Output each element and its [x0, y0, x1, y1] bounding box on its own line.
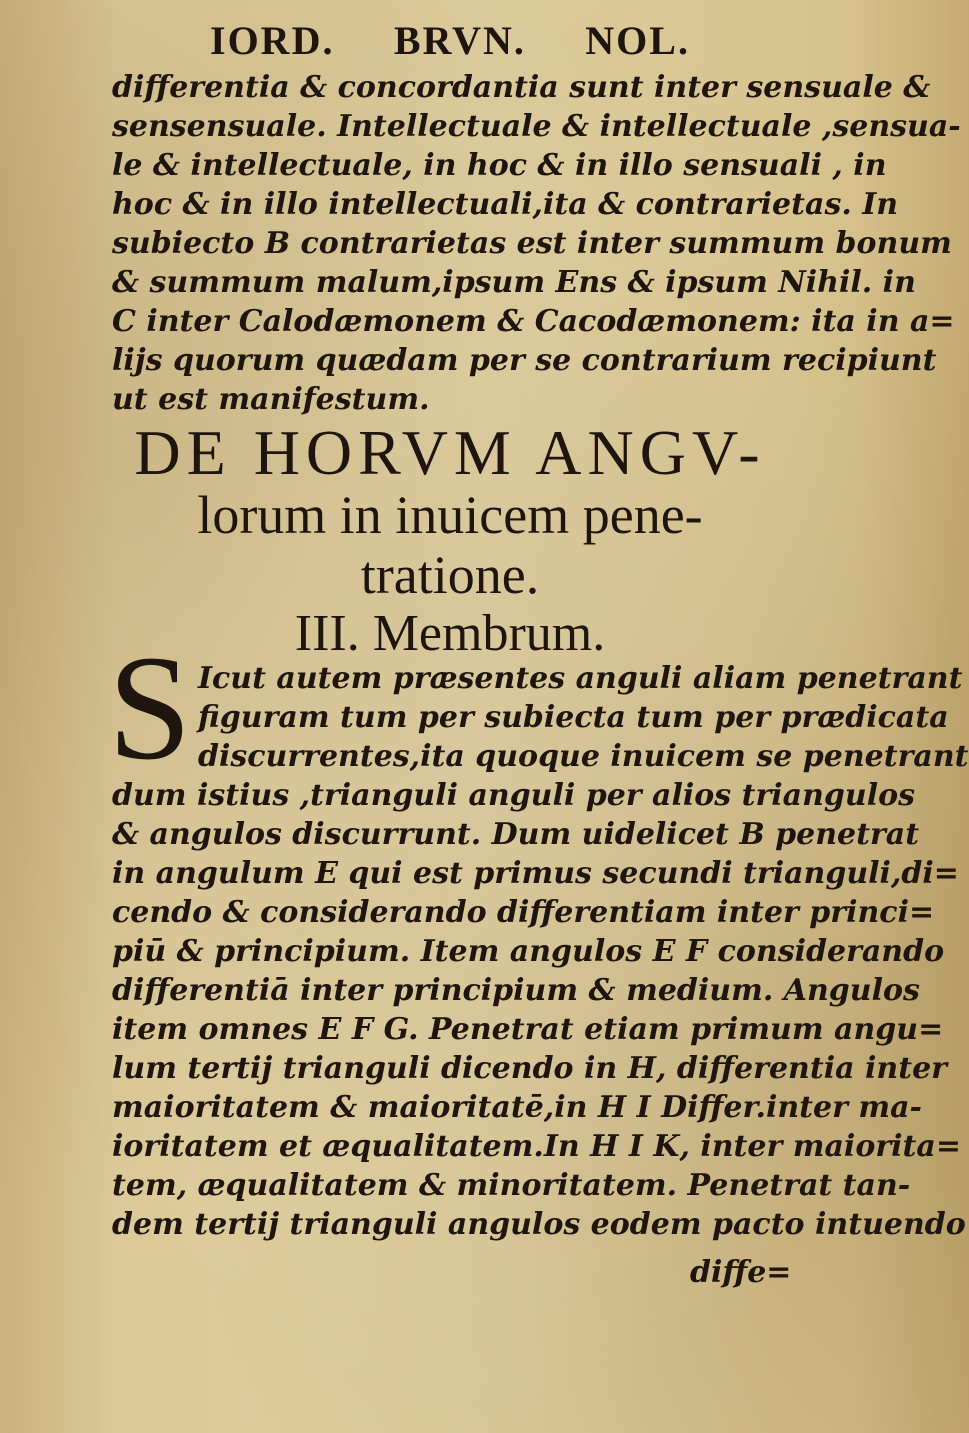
text-line: differentiā inter principium & medium. Angulos [112, 973, 920, 1008]
text-line: & summum malum,ipsum Ens & ipsum Nihil. in [112, 265, 916, 300]
header-nol: NOL. [585, 17, 690, 63]
text-line: item omnes E F G. Penetrat etiam primum angu= [112, 1012, 944, 1047]
member-heading: III. Membrum. [294, 605, 606, 662]
text-line: figuram tum per subiecta tum per prædicata [198, 700, 949, 735]
section-heading-line-1: DE HORVM ANGV- [134, 417, 766, 488]
paragraph-2 [112, 776, 966, 1244]
header-brvn: BRVN. [393, 17, 526, 63]
text-line: tem, æqualitatem & minoritatem. Penetrat tan- [112, 1168, 911, 1203]
text-line: discurrentes,ita quoque inuicem se penetrant [198, 739, 969, 774]
drop-cap: S [108, 625, 192, 791]
paragraph-1 [112, 68, 961, 419]
text-line: lijs quorum quædam per se contrarium recipiunt [112, 343, 937, 378]
text-line: cendo & considerando differentiam inter princi= [112, 895, 935, 930]
text-line: in angulum E qui est primus secundi trianguli,di= [112, 856, 959, 891]
catchword: diffe= [690, 1255, 792, 1290]
text-line: ioritatem et æqualitatem.In H I K, inter maiorita= [112, 1129, 961, 1164]
text-line: maioritatem & maioritatē,in H I Differ.inter ma- [112, 1090, 922, 1125]
text-line: sensensuale. Intellectuale & intellectuale ,sensua- [112, 109, 961, 144]
text-line: subiecto B contrarietas est inter summum bonum [112, 226, 952, 261]
text-line: ut est manifestum. [112, 382, 430, 417]
text-line: dum istius ,trianguli anguli per alios triangulos [112, 778, 915, 813]
text-line: Icut autem præsentes anguli aliam penetrant [198, 661, 963, 696]
section-heading-line-3: tratione. [360, 545, 540, 605]
running-header [210, 16, 690, 64]
text-line: dem tertij trianguli angulos eodem pacto intuendo [112, 1207, 966, 1242]
text-line: lum tertij trianguli dicendo in H, differentia inter [112, 1051, 947, 1086]
section-heading-line-2: lorum in inuicem pene- [197, 485, 703, 545]
header-iord: IORD. [210, 17, 335, 63]
text-line: differentia & concordantia sunt inter sensuale & [112, 70, 931, 105]
text-line: C inter Calodæmonem & Cacodæmonem: ita in a= [112, 304, 955, 339]
text-line: piū & principium. Item angulos E F considerando [112, 934, 945, 969]
text-line: & angulos discurrunt. Dum uidelicet B penetrat [112, 817, 920, 852]
paragraph-2-indented [198, 659, 969, 776]
text-line: le & intellectuale, in hoc & in illo sensuali , in [112, 148, 887, 183]
text-line: hoc & in illo intellectuali,ita & contrarietas. In [112, 187, 899, 222]
